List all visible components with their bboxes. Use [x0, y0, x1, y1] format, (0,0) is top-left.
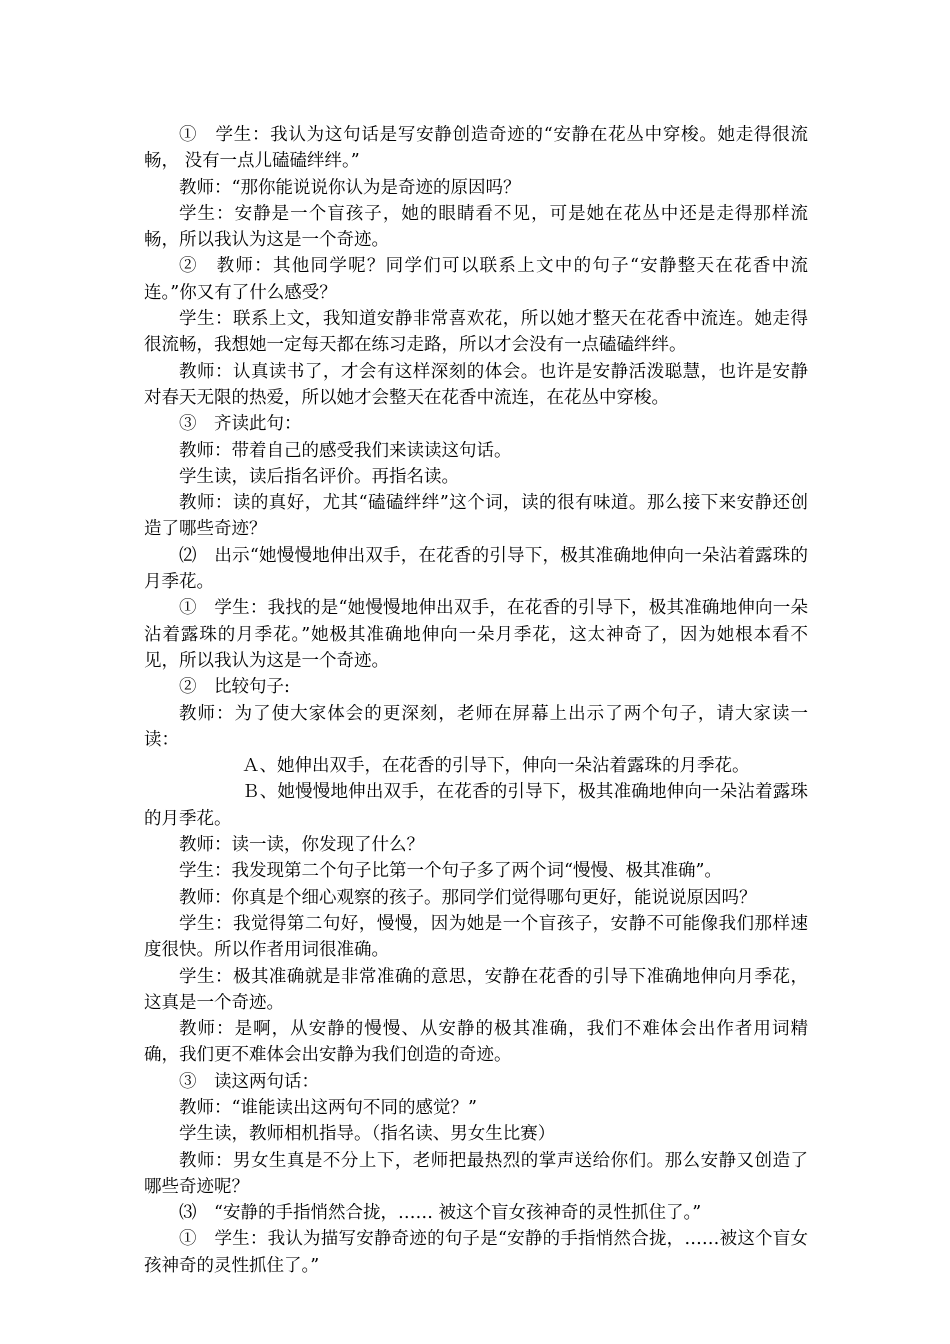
paragraph: 学生：我发现第二个句子比第一个句子多了两个词“慢慢、极其准确”。	[179, 861, 722, 882]
paragraph: ① 学生：我认为这句话是写安静创造奇迹的“安静在花丛中穿梭。她走得很流畅， 没有一点儿磕磕绊绊。”	[144, 125, 808, 172]
paragraph: 教师：你真是个细心观察的孩子。那同学们觉得哪句更好，能说说原因吗？	[179, 887, 757, 908]
paragraph: 学生读，读后指名评价。再指名读。	[179, 466, 459, 487]
paragraph: 教师：带着自己的感受我们来读读这句话。	[179, 440, 512, 461]
paragraph: 教师：“那你能说说你认为是奇迹的原因吗？	[179, 177, 521, 198]
paragraph: 学生：安静是一个盲孩子，她的眼睛看不见，可是她在花丛中还是走得那样流畅，所以我认为这是一个奇迹。	[144, 203, 808, 251]
paragraph: 学生：极其准确就是非常准确的意思，安静在花香的引导下准确地伸向月季花，这真是一个奇迹。	[144, 966, 808, 1013]
paragraph: ① 学生：我找的是“她慢慢地伸出双手，在花香的引导下，极其准确地伸向一朵沾着露珠的月季花。”她极其准确地伸向一朵月季花，这太神奇了，因为她根本看不见，所以我认为这是一个奇迹。	[144, 598, 808, 671]
paragraph: 教师：读的真好，尤其“磕磕绊绊”这个词，读的很有味道。那么接下来安静还创造了哪些奇迹？	[144, 493, 808, 540]
paragraph: ② 比较句子:	[179, 677, 290, 698]
paragraph: ⑵ 出示“她慢慢地伸出双手，在花香的引导下，极其准确地伸向一朵沾着露珠的月季花。	[144, 545, 808, 593]
paragraph: 教师：为了使大家体会的更深刻，老师在屏幕上出示了两个句子，请大家读一读：	[144, 703, 808, 750]
paragraph: 教师：“谁能读出这两句不同的感觉？”	[179, 1097, 477, 1118]
option-sentence-b: Ｂ、她慢慢地伸出双手，在花香的引导下，极其准确地伸向一朵沾着露珠的月季花。	[144, 782, 808, 829]
paragraph: ③ 读这两句话：	[179, 1071, 319, 1092]
option-sentence-a: Ａ、她伸出双手，在花香的引导下，伸向一朵沾着露珠的月季花。	[242, 756, 750, 777]
paragraph: 教师：认真读书了，才会有这样深刻的体会。也许是安静活泼聪慧，也许是安静对春天无限的热爱，所以她才会整天在花香中流连，在花丛中穿梭。	[144, 361, 808, 408]
paragraph: ⑶ “安静的手指悄然合拢，…… 被这个盲女孩神奇的灵性抓住了。”	[179, 1203, 702, 1224]
paragraph: ③ 齐读此句：	[179, 414, 302, 435]
paragraph: 教师：是啊，从安静的慢慢、从安静的极其准确，我们不难体会出作者用词精确，我们更不难体会出安静为我们创造的奇迹。	[144, 1019, 808, 1066]
paragraph: 教师：男女生真是不分上下，老师把最热烈的掌声送给你们。那么安静又创造了哪些奇迹呢？	[144, 1150, 808, 1197]
paragraph: 学生读，教师相机指导。（指名读、男女生比赛）	[179, 1124, 556, 1145]
paragraph: ② 教师：其他同学呢？同学们可以联系上文中的句子“安静整天在花香中流连。”你又有了什么感受？	[144, 256, 808, 303]
paragraph: ① 学生：我认为描写安静奇迹的句子是“安静的手指悄然合拢，……被这个盲女孩神奇的灵性抓住了。”	[144, 1229, 808, 1276]
document-body	[144, 122, 808, 1279]
paragraph: 学生：我觉得第二句好，慢慢，因为她是一个盲孩子，安静不可能像我们那样速度很快。所以作者用词很准确。	[144, 913, 808, 961]
paragraph: 学生：联系上文，我知道安静非常喜欢花，所以她才整天在花香中流连。她走得很流畅，我想她一定每天都在练习走路，所以才会没有一点磕磕绊绊。	[144, 309, 808, 356]
paragraph: 教师：读一读，你发现了什么？	[179, 835, 424, 856]
